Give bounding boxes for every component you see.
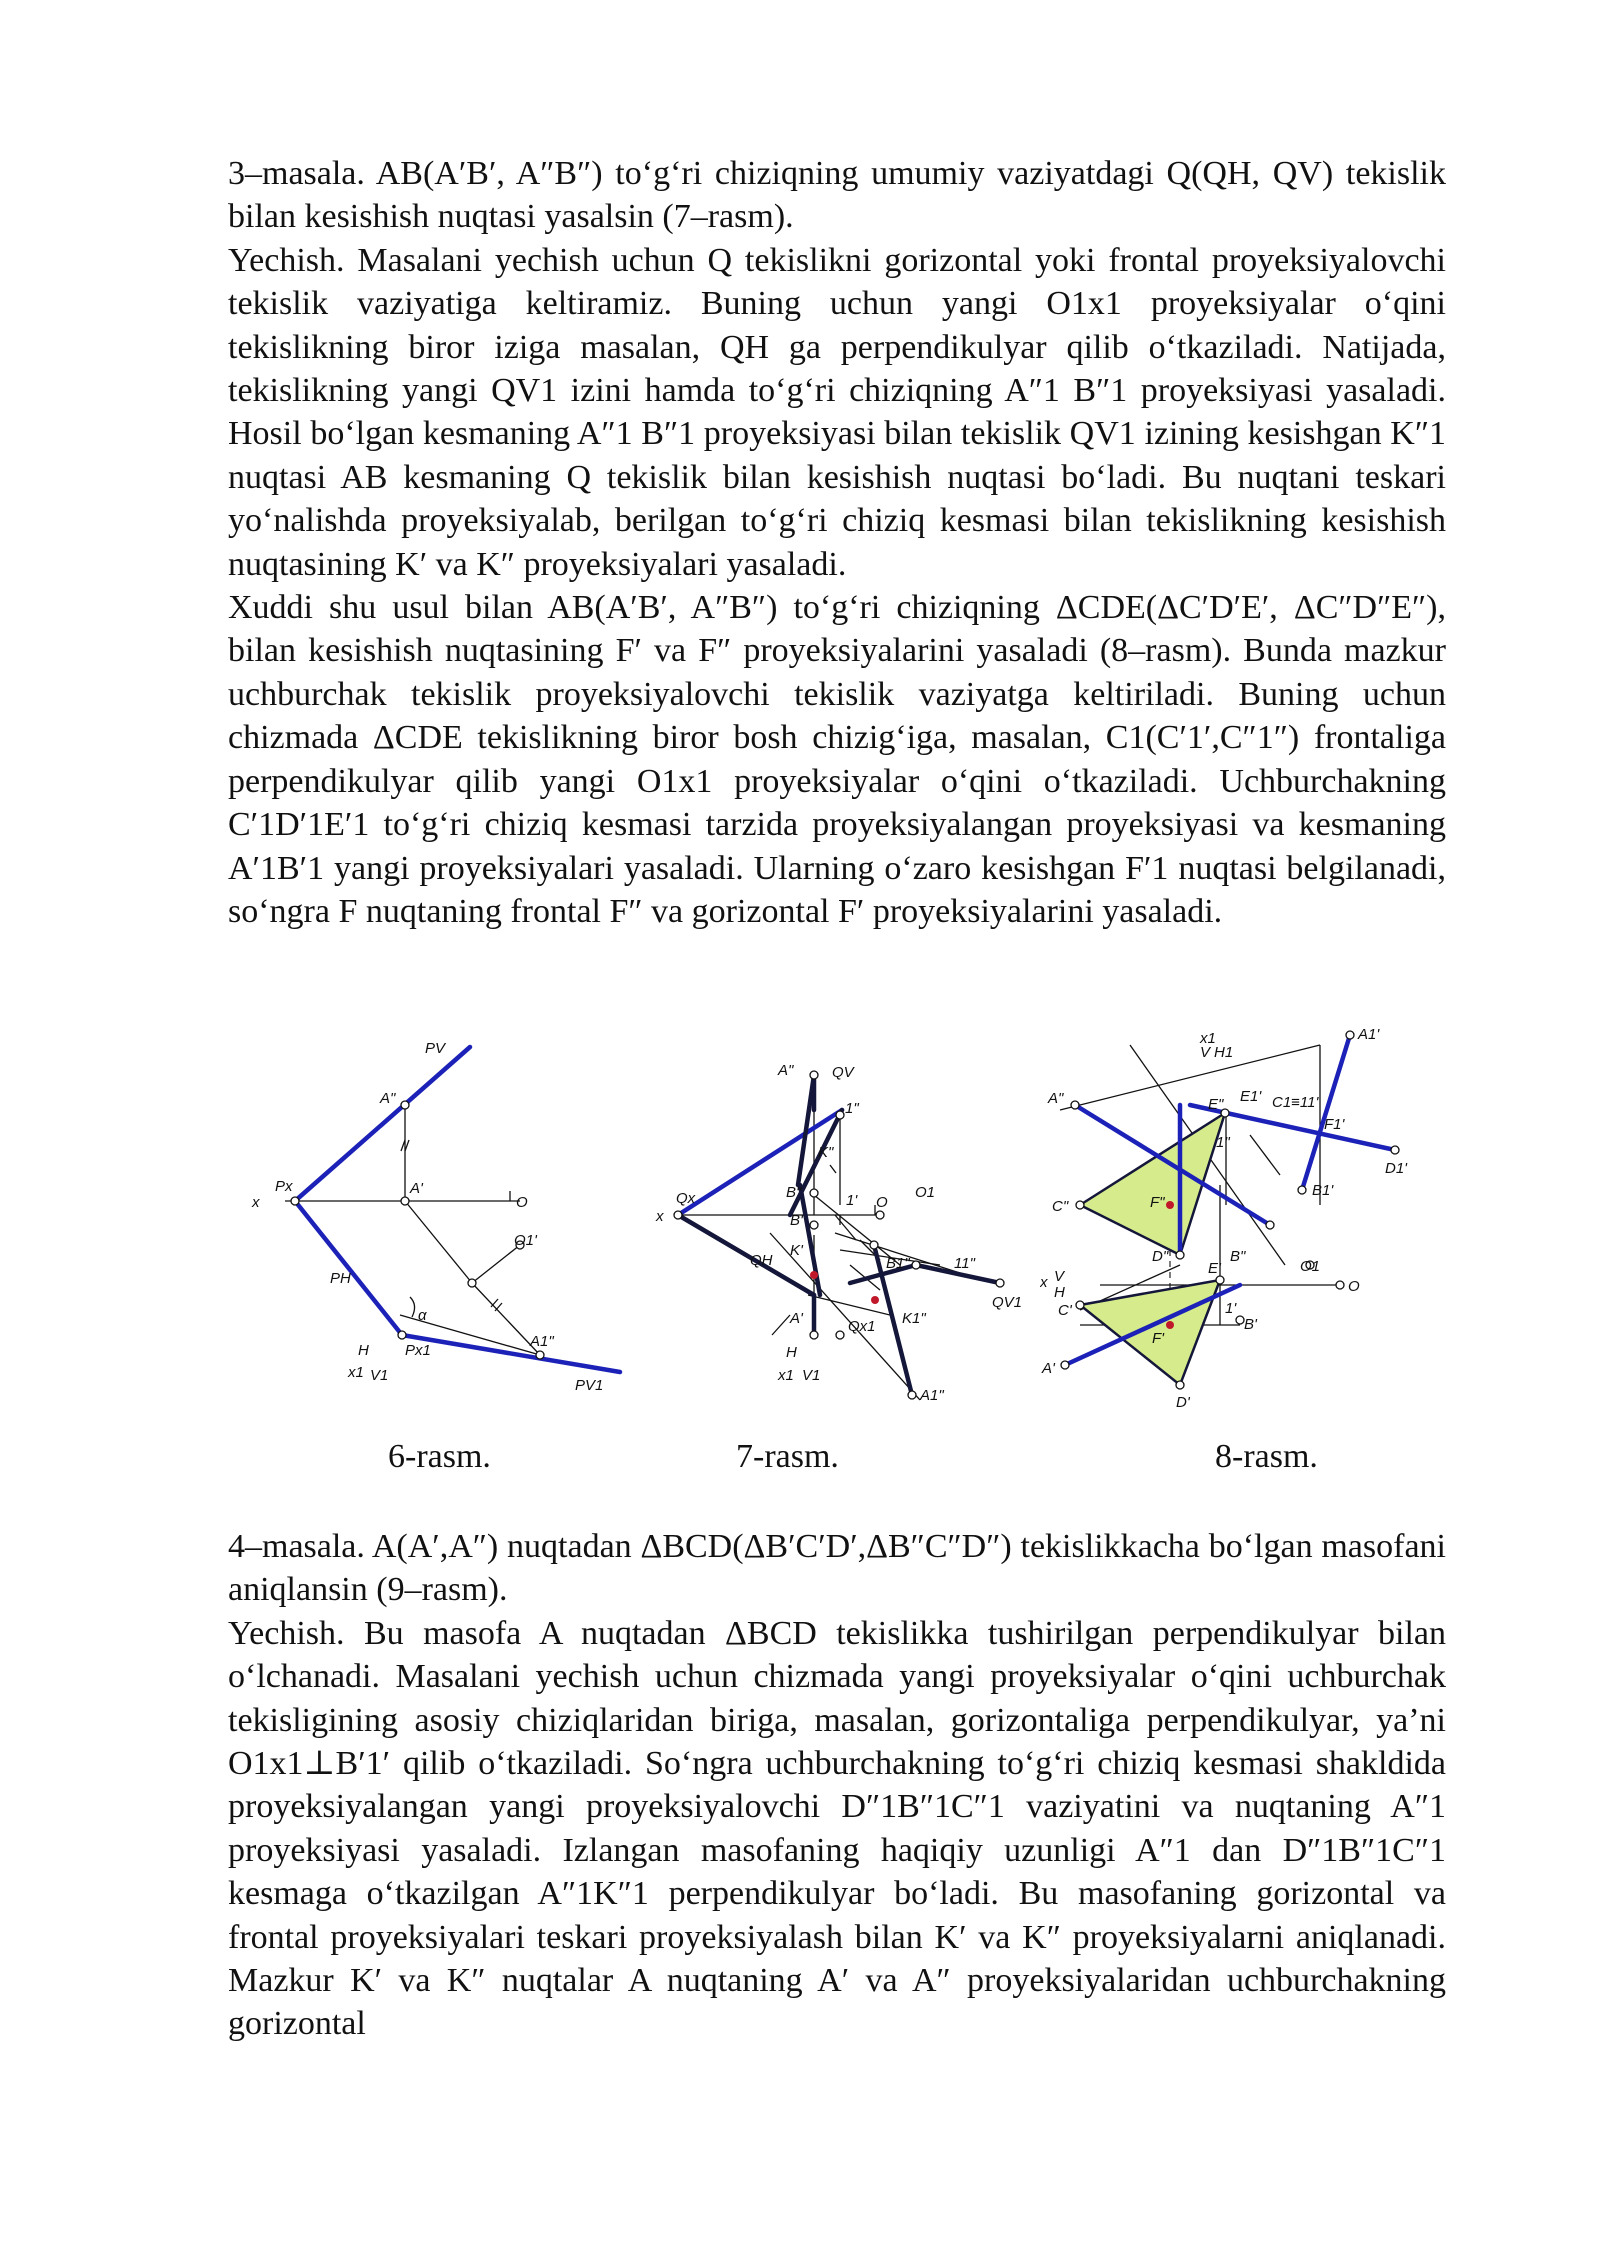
problem-3-solution: Yechish. Masalani yechish uchun Q tekislikni gorizontal yoki frontal proyeksiyalovchi tekislik vaziyatiga keltiramiz. Buning uchun yangi O1x1 proyeksiyalar o‘qini tekislikning biror iziga masalan, QH ga perpendikulyar qilib o‘tkaziladi. Natijada, tekislikning yangi QV1 izini hamda to‘g‘ri chiziqning A″1 B″1 proyeksiyasi yasaladi. Hosil bo‘lgan kesmaning A″1 B″1 proyeksiyasi bilan tekislik QV1 izining kesishgan K″1 nuqtasi AB kesmaning Q tekislik bilan kesishish nuqtasi bo‘ladi. Bu nuqtani teskari yo‘nalishda proyeksiyalab, berilgan to‘g‘ri chiziq kesmasi bilan tekislikning kesishish nuqtasining K′ va K″ proyeksiyalari yasaladi. [228, 241, 1446, 583]
label-b1: B' [1244, 1316, 1257, 1333]
figure-7-drawing [650, 1055, 1050, 1425]
label-h1: H1 [1214, 1044, 1234, 1061]
label-v1: V1 [370, 1367, 389, 1384]
label-qx1: Qx1 [848, 1318, 876, 1335]
label-d2: D" [1152, 1248, 1169, 1265]
label-a2: A" [1048, 1090, 1064, 1107]
section-bottom-text [228, 1525, 1446, 2046]
label-o: O [1348, 1278, 1360, 1295]
figure-6-drawing [240, 1035, 640, 1405]
label-qv: QV [832, 1064, 854, 1081]
label-a1p: A1' [1358, 1026, 1380, 1043]
label-a1: A' [410, 1180, 423, 1197]
label-a1pp: A1" [530, 1333, 554, 1350]
label-k1: K' [790, 1242, 803, 1259]
label-pv1: PV1 [575, 1377, 604, 1394]
label-b1p: B1' [1312, 1182, 1334, 1199]
label-c1: C1≡11' [1272, 1094, 1319, 1111]
figure-7-caption: 7-rasm. [736, 1438, 839, 1475]
label-b2: B" [1230, 1248, 1246, 1265]
label-vv: V [1054, 1268, 1065, 1285]
label-b12: B1" [886, 1255, 910, 1272]
label-e2: E" [1208, 1096, 1224, 1113]
label-x1: x1 [348, 1364, 364, 1381]
problem-3-statement: 3–masala. AB(A′B′, A″B″) to‘g‘ri chiziqning umumiy vaziyatdagi Q(QH, QV) tekislik bilan kesishish nuqtasi yasalsin (7–rasm). [228, 155, 1446, 236]
label-d1p: D1' [1385, 1160, 1408, 1177]
label-alpha: α [418, 1307, 427, 1324]
label-f2: F" [1150, 1194, 1165, 1211]
label-one2: 1" [845, 1100, 859, 1117]
label-px: Px [275, 1178, 293, 1195]
label-ph: PH [330, 1270, 351, 1287]
label-a1: A' [1042, 1360, 1055, 1377]
label-e1: E' [1208, 1260, 1221, 1277]
figure-6-caption: 6-rasm. [388, 1438, 491, 1475]
label-x: x [252, 1194, 260, 1211]
label-one1: 1' [1225, 1300, 1237, 1317]
label-qx: Qx [676, 1190, 696, 1207]
label-qv1: QV1 [992, 1294, 1023, 1311]
label-d1: D' [1176, 1394, 1190, 1411]
problem-3-extension: Xuddi shu usul bilan AB(A′B′, A″B″) to‘g‘ri chiziqning ΔCDE(ΔC′D′E′, ΔC″D″E″), bilan kesishish nuqtasining F′ va F″ proyeksiyalarini yasaladi (8–rasm). Bunda mazkur uchburchak tekislik proyeksiyalovchi tekislik vaziyatga keltiriladi. Buning uchun chizmada ΔCDE tekislikning biror bosh chizig‘iga, masalan, C1(C′1′,C″1″) frontaliga perpendikulyar qilib yangi O1x1 proyeksiyalar o‘qini o‘tkaziladi. Uchburchakning C′1D′1E′1 to‘g‘ri chiziq kesmasi tarzida proyeksiyalangan proyeksiyasi va kesmaning A′1B′1 yangi proyeksiyalari yasaladi. Ularning o‘zaro kesishgan F′1 nuqtasi belgilanadi, so‘ngra F nuqtaning frontal F″ va gorizontal F′ proyeksiyalarini yasaladi. [228, 589, 1446, 930]
label-onep: 11" [954, 1255, 975, 1272]
label-x1: x1 [1200, 1030, 1216, 1047]
label-f1p: F1' [1324, 1116, 1345, 1133]
label-k12: K1" [902, 1310, 926, 1327]
label-f1: F' [1152, 1330, 1165, 1347]
problem-4-statement: 4–masala. A(A′,A″) nuqtadan ΔBCD(ΔB′C′D′,ΔB″C″D″) tekislikkacha bo‘lgan masofani aniqlansin (9–rasm). [228, 1528, 1446, 1609]
label-a1: A' [790, 1310, 803, 1327]
label-v1: V1 [802, 1367, 821, 1384]
section-top-text [228, 152, 1446, 933]
label-a2: A" [778, 1062, 794, 1079]
label-o1: O1 [915, 1184, 936, 1201]
label-o1: O1 [1300, 1258, 1321, 1275]
label-hh: H [1054, 1284, 1065, 1301]
label-x: x [1040, 1274, 1048, 1291]
figure-8-caption: 8-rasm. [1215, 1438, 1318, 1475]
label-c2: C" [1052, 1198, 1069, 1215]
figure-8-drawing [1040, 1025, 1440, 1425]
label-o1: O1' [514, 1232, 537, 1249]
label-x: x [656, 1208, 664, 1225]
label-px1: Px1 [405, 1342, 431, 1359]
label-a2: A" [380, 1090, 396, 1107]
label-k2: K" [818, 1144, 834, 1161]
label-c1s: C' [1058, 1302, 1072, 1319]
problem-4-solution: Yechish. Bu masofa A nuqtadan ΔBCD tekislikka tushirilgan perpendikulyar bilan o‘lchanadi. Masalani yechish uchun chizmada yangi proyeksiyalar o‘qini uchburchak tekisligining asosiy chiziqlaridan biriga, masalan, gorizontaliga perpendikulyar, ya’ni O1x1⊥B′1′ qilib o‘tkaziladi. So‘ngra uchburchakning to‘g‘ri chiziq kesmasi shakldida proyeksiyalangan yangi proyeksiyalovchi D″1B″1C″1 vaziyatini va nuqtaning A″1 proyeksiyasi yasaladi. Izlangan masofaning haqiqiy uzunligi A″1 dan D″1B″1C″1 kesmaga o‘tkazilgan A″1K″1 perpendikulyar bo‘ladi. Bu masofaning gorizontal va frontal proyeksiyalari teskari proyeksiyalash bilan K′ va K″ proyeksiyalarni aniqlanadi. Mazkur K′ va K″ nuqtalar A nuqtaning A′ va A″ proyeksiyalaridan uchburchakning gorizontal [228, 1614, 1446, 2043]
label-b2: B" [786, 1184, 802, 1201]
label-qh: QH [750, 1252, 773, 1269]
label-h: H [358, 1342, 369, 1359]
label-one2: 1" [1216, 1134, 1230, 1151]
label-a12: A1" [920, 1387, 944, 1404]
label-o: O [516, 1194, 528, 1211]
label-one1: 1' [846, 1192, 858, 1209]
label-b1: B' [790, 1212, 803, 1229]
label-v: V [1200, 1044, 1211, 1061]
label-o: O [876, 1194, 888, 1211]
label-e1p: E1' [1240, 1088, 1262, 1105]
label-h: H [786, 1344, 797, 1361]
label-x1: x1 [778, 1367, 794, 1384]
label-pv: PV [425, 1040, 446, 1057]
